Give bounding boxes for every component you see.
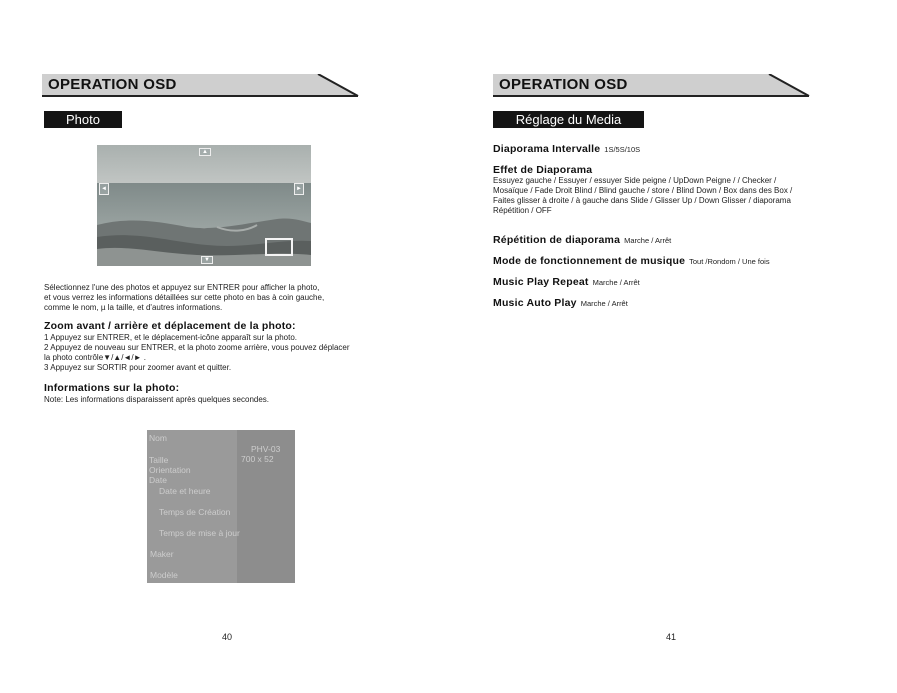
info-note: Note: Les informations disparaissent après quelques secondes. [44, 395, 270, 404]
osd-header-left [42, 74, 360, 96]
zoom-frame[interactable] [265, 238, 293, 256]
effet-line: Essuyez gauche / Essuyer / essuyer Side peigne / UpDown Peigne / / Checker / [493, 176, 777, 185]
info-temps-mise-label: Temps de mise à jour [159, 528, 240, 538]
setting-mode-musique [493, 255, 770, 267]
page-title: OPERATION OSD [48, 76, 177, 93]
description-text [44, 283, 424, 313]
effet-line: Répétition / OFF [493, 206, 552, 215]
setting-value: 1S/5S/10S [604, 145, 641, 154]
setting-value: Marche / Arrêt [624, 236, 672, 245]
arrow-down-icon[interactable]: ▼ [201, 256, 213, 264]
setting-value: Tout /Rondom / Une fois [689, 257, 770, 266]
info-maker-label: Maker [150, 549, 174, 559]
zoom-step: 2 Appuyez de nouveau sur ENTRER, et la photo zoome arrière, vous pouvez déplacer [44, 343, 350, 352]
zoom-step: 1 Appuyez sur ENTRER, et le déplacement-icône apparaît sur la photo. [44, 333, 298, 342]
setting-music-auto [493, 297, 628, 309]
info-taille-label: Taille [149, 455, 169, 465]
setting-label: Diaporama Intervalle [493, 143, 601, 155]
arrow-up-icon[interactable]: ▲ [199, 148, 211, 156]
zoom-heading: Zoom avant / arrière et déplacement de la photo: [44, 320, 296, 332]
info-modele-label: Modèle [150, 570, 178, 580]
effet-line: Faites glisser à droite / à gauche dans Slide / Glisser Up / Down Glisser / diaporama [493, 196, 791, 205]
setting-value: Marche / Arrêt [592, 278, 640, 287]
info-filename: PHV-03 [251, 444, 281, 454]
setting-effet-diaporama: Effet de Diaporama [493, 164, 593, 176]
photo-info-panel [147, 430, 295, 583]
setting-value: Marche / Arrêt [580, 299, 628, 308]
setting-repetition [493, 234, 671, 246]
page-number: 41 [666, 632, 677, 642]
setting-music-repeat [493, 276, 640, 288]
right-page [448, 0, 897, 693]
setting-label: Répétition de diaporama [493, 234, 621, 246]
arrow-left-icon[interactable]: ◄ [99, 183, 109, 195]
info-date-label: Date [149, 475, 167, 485]
description-line: Sélectionnez l'une des photos et appuyez sur ENTRER pour afficher la photo, [44, 283, 320, 292]
setting-label: Music Play Repeat [493, 276, 589, 288]
page-title: OPERATION OSD [499, 76, 628, 93]
effet-options [493, 176, 893, 216]
section-tab-media [493, 111, 644, 128]
page-number: 40 [222, 632, 233, 642]
section-tab-label: Photo [66, 112, 100, 127]
zoom-steps [44, 333, 434, 373]
info-date-heure-label: Date et heure [159, 486, 211, 496]
effet-line: Mosaïque / Fade Droit Blind / Blind gauche / store / Blind Down / Box dans des Box / [493, 186, 793, 195]
section-tab-label: Réglage du Media [515, 112, 622, 127]
photo-preview[interactable] [97, 145, 311, 266]
info-temps-creation-label: Temps de Création [159, 507, 231, 517]
setting-label: Mode de fonctionnement de musique [493, 255, 686, 267]
arrow-right-icon[interactable]: ► [294, 183, 304, 195]
info-size: 700 x 52 [241, 454, 274, 464]
info-heading: Informations sur la photo: [44, 382, 180, 394]
zoom-step: 3 Appuyez sur SORTIR pour zoomer avant et quitter. [44, 363, 232, 372]
left-page [0, 0, 448, 693]
setting-diaporama-intervalle [493, 143, 640, 155]
info-orientation-label: Orientation [149, 465, 191, 475]
description-line: comme le nom, µ la taille, et d'autres informations. [44, 303, 223, 312]
osd-header-right [493, 74, 811, 96]
info-nom-label: Nom [149, 433, 167, 443]
zoom-step: la photo contrôle▼/▲/◄/► . [44, 353, 146, 362]
setting-label: Music Auto Play [493, 297, 577, 309]
description-line: et vous verrez les informations détaillées sur cette photo en bas à coin gauche, [44, 293, 325, 302]
section-tab-photo [44, 111, 122, 128]
